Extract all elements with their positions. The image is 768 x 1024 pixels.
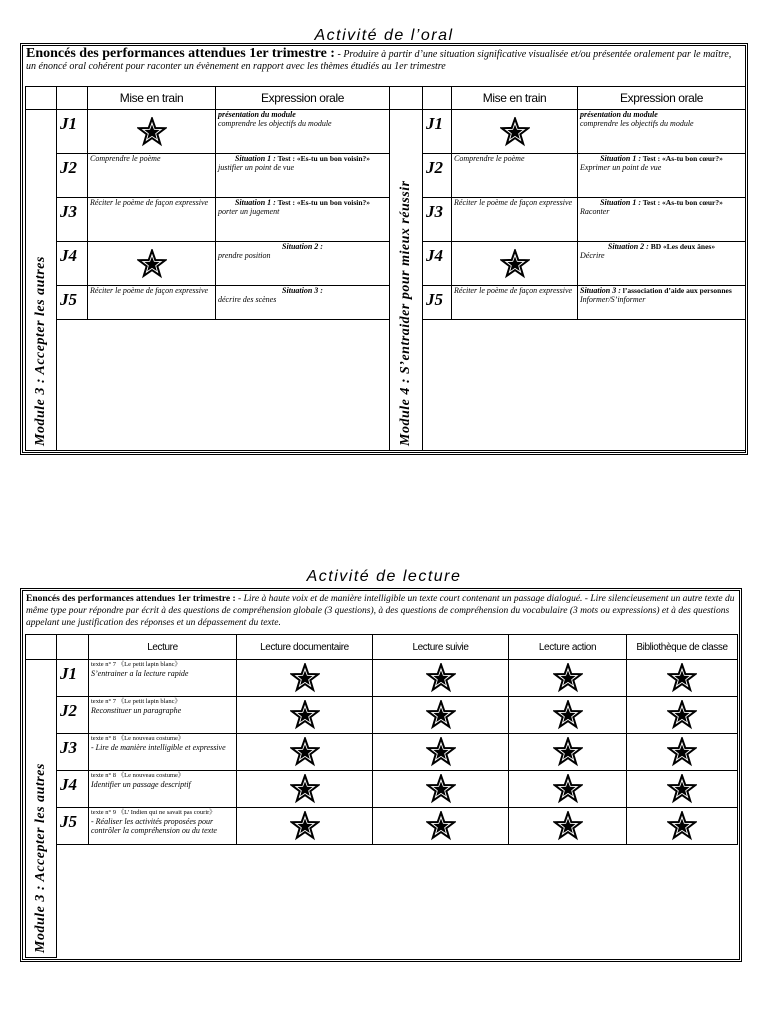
day-label: J4 bbox=[423, 242, 452, 286]
col-head-expr: Expression orale bbox=[216, 87, 390, 110]
star-cell bbox=[88, 110, 216, 154]
star-icon bbox=[426, 700, 456, 730]
col-head-mise: Mise en train bbox=[452, 87, 578, 110]
empty-cell bbox=[452, 320, 746, 451]
star-icon bbox=[290, 737, 320, 767]
corner-cell bbox=[57, 87, 88, 110]
star-icon bbox=[553, 700, 583, 730]
lecture-table bbox=[25, 634, 738, 958]
mise-cell: Comprendre le poème bbox=[88, 154, 216, 198]
lecture-cell: texte n° 7 《Le petit lapin blanc》 Reconstituer un paragraphe bbox=[89, 697, 237, 734]
expr-cell: Situation 1 : Test : «As-tu bon cœur?» Exprimer un point de vue bbox=[578, 154, 746, 198]
star-cell bbox=[373, 660, 509, 697]
col-head-lecture: Lecture bbox=[89, 635, 237, 660]
col-head-expr: Expression orale bbox=[578, 87, 746, 110]
lecture-cell: texte n° 9 《L’ Indien qui ne savait pas courir》 - Réaliser les activités proposées pour contrôler la compréhension ou du texte bbox=[89, 808, 237, 845]
star-cell bbox=[373, 734, 509, 771]
lecture-header bbox=[26, 593, 736, 629]
day-label: J3 bbox=[57, 198, 88, 242]
mise-cell: Réciter le poème de façon expressive bbox=[88, 286, 216, 320]
expr-cell: Situation 2 : prendre position bbox=[216, 242, 390, 286]
expr-cell: Situation 1 : Test : «As-tu bon cœur?» Raconter bbox=[578, 198, 746, 242]
corner-cell bbox=[26, 635, 57, 660]
module-label: Module 3 : Accepter les autres bbox=[33, 256, 48, 446]
star-cell bbox=[627, 808, 738, 845]
star-icon bbox=[667, 811, 697, 841]
star-cell bbox=[452, 110, 578, 154]
lecture-cell: texte n° 7 《Le petit lapin blanc》 S’entrainer a la lecture rapide bbox=[89, 660, 237, 697]
lecture-cell: texte n° 8 《Le nouveau costume》 - Lire de manière intelligible et expressive bbox=[89, 734, 237, 771]
expr-cell: présentation du module comprendre les objectifs du module bbox=[216, 110, 390, 154]
star-icon bbox=[426, 811, 456, 841]
star-icon bbox=[426, 663, 456, 693]
empty-cell bbox=[423, 320, 452, 451]
module-cell bbox=[26, 660, 57, 958]
empty-cell bbox=[57, 320, 88, 451]
star-cell bbox=[237, 734, 373, 771]
oral-left-table bbox=[25, 86, 390, 451]
star-icon bbox=[290, 663, 320, 693]
star-icon bbox=[137, 117, 167, 147]
module-label: Module 4 : S’entraider pour mieux réussir bbox=[398, 180, 413, 446]
star-cell bbox=[509, 734, 627, 771]
star-icon bbox=[426, 737, 456, 767]
expr-cell: Situation 2 : BD «Les deux ânes» Décrire bbox=[578, 242, 746, 286]
star-cell bbox=[373, 808, 509, 845]
corner-cell bbox=[26, 87, 57, 110]
day-label: J2 bbox=[57, 154, 88, 198]
oral-right-table bbox=[389, 86, 746, 451]
day-label: J5 bbox=[423, 286, 452, 320]
star-cell bbox=[237, 771, 373, 808]
star-cell bbox=[237, 660, 373, 697]
star-icon bbox=[667, 774, 697, 804]
star-icon bbox=[290, 811, 320, 841]
oral-header bbox=[26, 48, 742, 73]
expr-cell: présentation du module comprendre les objectifs du module bbox=[578, 110, 746, 154]
day-label: J5 bbox=[57, 286, 88, 320]
lecture-title: Activité de lecture bbox=[306, 568, 462, 585]
oral-header-lead: Enoncés des performances attendues 1er trimestre : bbox=[26, 46, 335, 61]
corner-cell bbox=[57, 635, 89, 660]
star-icon bbox=[426, 774, 456, 804]
star-cell bbox=[237, 808, 373, 845]
mise-cell: Réciter le poème de façon expressive bbox=[452, 198, 578, 242]
star-icon bbox=[667, 737, 697, 767]
star-icon bbox=[553, 663, 583, 693]
star-cell bbox=[509, 697, 627, 734]
expr-cell: Situation 1 : Test : «Es-tu un bon voisin?» porter un jugement bbox=[216, 198, 390, 242]
star-cell bbox=[452, 242, 578, 286]
star-cell bbox=[237, 697, 373, 734]
day-label: J2 bbox=[57, 697, 89, 734]
empty-cell bbox=[57, 845, 738, 958]
corner-cell bbox=[423, 87, 452, 110]
oral-frame bbox=[20, 43, 748, 455]
star-cell bbox=[373, 771, 509, 808]
star-icon bbox=[500, 249, 530, 279]
mise-cell: Réciter le poème de façon expressive bbox=[88, 198, 216, 242]
star-icon bbox=[500, 117, 530, 147]
expr-cell: Situation 3 : décrire des scènes bbox=[216, 286, 390, 320]
lecture-header-desc: - Lire à haute voix et de manière intelligible un texte court contenant un passage dialogué. - Lire silencieusement un autre texte du même type pour répondre par écrit à des questions de compréhension globale (3 questions), à des questions de compréhension du vocabulaire (3 mots ou expressions) et à des questions appelant une justification des réponses et un dépassement du texte. bbox=[26, 594, 735, 628]
lecture-header-lead: Enoncés des performances attendues 1er trimestre : bbox=[26, 594, 236, 604]
star-icon bbox=[290, 774, 320, 804]
star-icon bbox=[137, 249, 167, 279]
module-label: Module 3 : Accepter les autres bbox=[33, 763, 48, 953]
day-label: J1 bbox=[57, 110, 88, 154]
mise-cell: Comprendre le poème bbox=[452, 154, 578, 198]
star-cell bbox=[627, 697, 738, 734]
star-icon bbox=[290, 700, 320, 730]
day-label: J3 bbox=[57, 734, 89, 771]
corner-cell bbox=[390, 87, 423, 110]
star-cell bbox=[509, 771, 627, 808]
star-cell bbox=[627, 771, 738, 808]
star-icon bbox=[667, 663, 697, 693]
day-label: J1 bbox=[57, 660, 89, 697]
empty-cell bbox=[88, 320, 390, 451]
star-cell bbox=[627, 734, 738, 771]
star-icon bbox=[553, 774, 583, 804]
day-label: J4 bbox=[57, 771, 89, 808]
col-head-documentaire: Lecture documentaire bbox=[237, 635, 373, 660]
star-cell bbox=[627, 660, 738, 697]
col-head-mise: Mise en train bbox=[88, 87, 216, 110]
expr-cell: Situation 3 : l’association d’aide aux personnes Informer/S’informer bbox=[578, 286, 746, 320]
lecture-cell: texte n° 8 《Le nouveau costume》 Identifier un passage descriptif bbox=[89, 771, 237, 808]
star-icon bbox=[553, 811, 583, 841]
module-cell bbox=[26, 110, 57, 451]
expr-cell: Situation 1 : Test : «Es-tu un bon voisin?» justifier un point de vue bbox=[216, 154, 390, 198]
oral-header-desc: - Produire à partir d’une situation significative visualisée et/ou présentée oralement par le maître, un énoncé oral cohérent pour raconter un évènement en rapport avec les thèmes étudiés au 1er trimestre bbox=[26, 49, 732, 72]
star-cell bbox=[373, 697, 509, 734]
star-icon bbox=[667, 700, 697, 730]
star-cell bbox=[509, 808, 627, 845]
col-head-bibliotheque: Bibliothèque de classe bbox=[627, 635, 738, 660]
day-label: J5 bbox=[57, 808, 89, 845]
col-head-action: Lecture action bbox=[509, 635, 627, 660]
day-label: J2 bbox=[423, 154, 452, 198]
oral-title: Activité de l’oral bbox=[314, 27, 454, 44]
star-icon bbox=[553, 737, 583, 767]
lecture-frame bbox=[20, 588, 742, 962]
day-label: J3 bbox=[423, 198, 452, 242]
mise-cell: Réciter le poème de façon expressive bbox=[452, 286, 578, 320]
day-label: J1 bbox=[423, 110, 452, 154]
star-cell bbox=[509, 660, 627, 697]
star-cell bbox=[88, 242, 216, 286]
col-head-suivie: Lecture suivie bbox=[373, 635, 509, 660]
module-cell bbox=[390, 110, 423, 451]
day-label: J4 bbox=[57, 242, 88, 286]
